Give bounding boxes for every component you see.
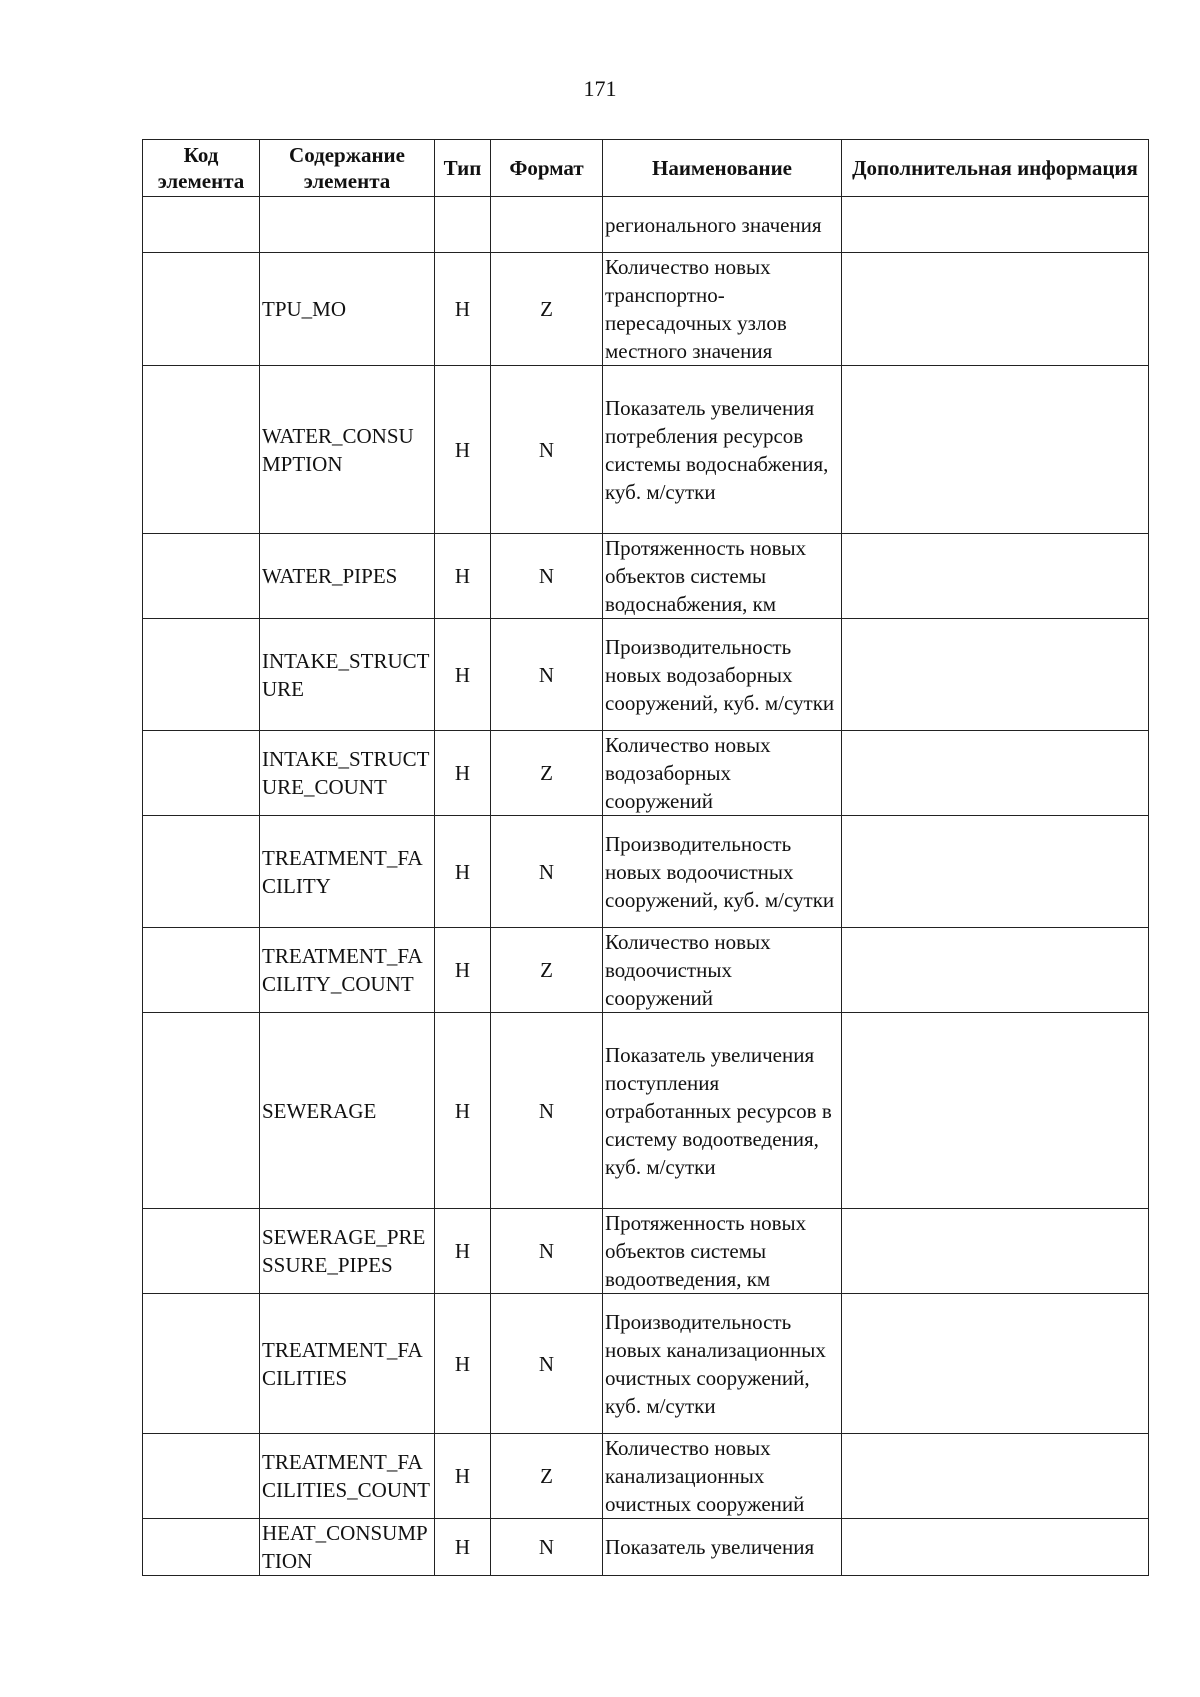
cell-type: Н bbox=[435, 366, 491, 534]
cell-format: N bbox=[491, 534, 603, 619]
cell-name: Количество новых канализационных очистных сооружений bbox=[603, 1434, 842, 1519]
cell-code bbox=[143, 1209, 260, 1294]
cell-code bbox=[143, 366, 260, 534]
table-row bbox=[143, 534, 1149, 619]
cell-name: Производительность новых водоочистных сооружений, куб. м/сутки bbox=[603, 816, 842, 928]
header-code: Код элемента bbox=[143, 140, 260, 197]
table-row bbox=[143, 731, 1149, 816]
page-number: 171 bbox=[583, 76, 617, 101]
cell-content: SEWERAGE_PRESSURE_PIPES bbox=[260, 1209, 435, 1294]
cell-content: TPU_MO bbox=[260, 253, 435, 366]
table-row bbox=[143, 619, 1149, 731]
cell-format bbox=[491, 197, 603, 253]
cell-type: Н bbox=[435, 1013, 491, 1209]
table-row bbox=[143, 1013, 1149, 1209]
table-row bbox=[143, 1519, 1149, 1576]
cell-content: INTAKE_STRUCTURE bbox=[260, 619, 435, 731]
cell-code bbox=[143, 928, 260, 1013]
cell-type: Н bbox=[435, 928, 491, 1013]
cell-type: Н bbox=[435, 253, 491, 366]
cell-format: Z bbox=[491, 928, 603, 1013]
cell-name: Количество новых транспортно-пересадочных узлов местного значения bbox=[603, 253, 842, 366]
cell-name: Количество новых водозаборных сооружений bbox=[603, 731, 842, 816]
header-content: Содержание элемента bbox=[260, 140, 435, 197]
cell-format: Z bbox=[491, 731, 603, 816]
cell-extra bbox=[842, 1013, 1149, 1209]
cell-content: WATER_PIPES bbox=[260, 534, 435, 619]
cell-type: Н bbox=[435, 534, 491, 619]
table-row bbox=[143, 816, 1149, 928]
table-row bbox=[143, 366, 1149, 534]
cell-format: N bbox=[491, 366, 603, 534]
cell-code bbox=[143, 1294, 260, 1434]
cell-name: Показатель увеличения bbox=[603, 1519, 842, 1576]
cell-content: TREATMENT_FACILITIES bbox=[260, 1294, 435, 1434]
cell-format: N bbox=[491, 1294, 603, 1434]
cell-format: N bbox=[491, 1209, 603, 1294]
cell-extra bbox=[842, 731, 1149, 816]
cell-content: WATER_CONSUMPTION bbox=[260, 366, 435, 534]
table-row bbox=[143, 1294, 1149, 1434]
table-row bbox=[143, 253, 1149, 366]
element-spec-table bbox=[142, 139, 1149, 1576]
cell-extra bbox=[842, 1209, 1149, 1294]
cell-name: Количество новых водоочистных сооружений bbox=[603, 928, 842, 1013]
cell-code bbox=[143, 534, 260, 619]
cell-content: HEAT_CONSUMPTION bbox=[260, 1519, 435, 1576]
cell-name: Протяженность новых объектов системы водоснабжения, км bbox=[603, 534, 842, 619]
cell-extra bbox=[842, 1294, 1149, 1434]
table-row bbox=[143, 928, 1149, 1013]
header-name: Наименование bbox=[603, 140, 842, 197]
cell-type: Н bbox=[435, 1294, 491, 1434]
cell-extra bbox=[842, 816, 1149, 928]
cell-extra bbox=[842, 534, 1149, 619]
cell-code bbox=[143, 197, 260, 253]
cell-content: INTAKE_STRUCTURE_COUNT bbox=[260, 731, 435, 816]
cell-type: Н bbox=[435, 1519, 491, 1576]
cell-type: Н bbox=[435, 731, 491, 816]
cell-extra bbox=[842, 1519, 1149, 1576]
cell-name: Производительность новых канализационных очистных сооружений, куб. м/сутки bbox=[603, 1294, 842, 1434]
cell-content: TREATMENT_FACILITIES_COUNT bbox=[260, 1434, 435, 1519]
cell-code bbox=[143, 1519, 260, 1576]
cell-code bbox=[143, 253, 260, 366]
cell-extra bbox=[842, 253, 1149, 366]
cell-type bbox=[435, 197, 491, 253]
cell-extra bbox=[842, 1434, 1149, 1519]
cell-format: N bbox=[491, 619, 603, 731]
cell-format: Z bbox=[491, 253, 603, 366]
cell-type: Н bbox=[435, 619, 491, 731]
table-header-row bbox=[143, 140, 1149, 197]
cell-name: Протяженность новых объектов системы водоотведения, км bbox=[603, 1209, 842, 1294]
cell-type: Н bbox=[435, 816, 491, 928]
cell-name: Показатель увеличения потребления ресурсов системы водоснабжения, куб. м/сутки bbox=[603, 366, 842, 534]
cell-code bbox=[143, 816, 260, 928]
cell-code bbox=[143, 1013, 260, 1209]
cell-format: Z bbox=[491, 1434, 603, 1519]
cell-extra bbox=[842, 366, 1149, 534]
cell-content: SEWERAGE bbox=[260, 1013, 435, 1209]
cell-format: N bbox=[491, 1519, 603, 1576]
header-extra: Дополнительная информация bbox=[842, 140, 1149, 197]
table-row bbox=[143, 1209, 1149, 1294]
table-row bbox=[143, 197, 1149, 253]
cell-content: TREATMENT_FACILITY bbox=[260, 816, 435, 928]
cell-type: Н bbox=[435, 1434, 491, 1519]
cell-content: TREATMENT_FACILITY_COUNT bbox=[260, 928, 435, 1013]
cell-extra bbox=[842, 928, 1149, 1013]
cell-code bbox=[143, 731, 260, 816]
cell-code bbox=[143, 1434, 260, 1519]
cell-name: регионального значения bbox=[603, 197, 842, 253]
cell-name: Показатель увеличения поступления отработанных ресурсов в систему водоотведения, куб. м/сутки bbox=[603, 1013, 842, 1209]
cell-extra bbox=[842, 197, 1149, 253]
header-format: Формат bbox=[491, 140, 603, 197]
cell-format: N bbox=[491, 1013, 603, 1209]
table-row bbox=[143, 1434, 1149, 1519]
header-type: Тип bbox=[435, 140, 491, 197]
cell-name: Производительность новых водозаборных сооружений, куб. м/сутки bbox=[603, 619, 842, 731]
cell-extra bbox=[842, 619, 1149, 731]
cell-code bbox=[143, 619, 260, 731]
cell-content bbox=[260, 197, 435, 253]
cell-type: Н bbox=[435, 1209, 491, 1294]
cell-format: N bbox=[491, 816, 603, 928]
